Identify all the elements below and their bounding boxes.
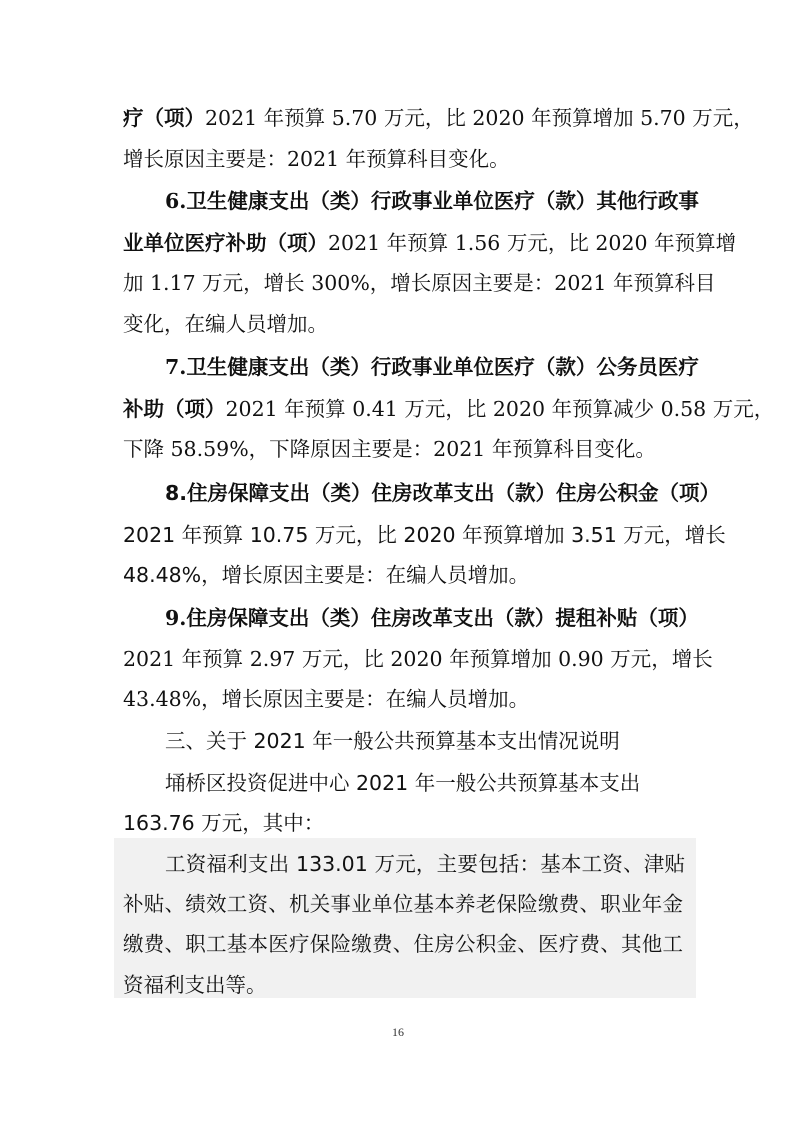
body-text: 下降 58.59%，下降原因主要是：2021 年预算科目变化。 — [123, 437, 656, 461]
text-line — [123, 889, 683, 919]
bold-heading-text: 8.住房保障支出（类）住房改革支出（款）住房公积金（项） — [165, 481, 721, 505]
text-line — [165, 726, 620, 756]
text-line — [123, 684, 529, 714]
text-line — [123, 434, 656, 464]
body-text: 2021 年预算 5.70 万元，比 2020 年预算增加 5.70 万元， — [205, 106, 754, 130]
body-text: 埇桥区投资促进中心 2021 年一般公共预算基本支出 — [165, 771, 641, 795]
text-line — [123, 644, 713, 674]
text-line — [165, 849, 685, 879]
body-text: 补贴、绩效工资、机关事业单位基本养老保险缴费、职业年金 — [123, 892, 683, 916]
body-text: 48.48%，增长原因主要是：在编人员增加。 — [123, 563, 530, 587]
text-line — [123, 144, 510, 174]
text-line — [123, 228, 737, 258]
body-text: 三、关于 2021 年一般公共预算基本支出情况说明 — [165, 729, 620, 753]
body-text: 2021 年预算 1.56 万元，比 2020 年预算增 — [328, 231, 737, 255]
text-line — [123, 560, 529, 590]
text-line — [123, 103, 754, 133]
body-text: 资福利支出等。 — [123, 973, 267, 997]
text-line — [165, 768, 640, 798]
body-text: 43.48%，增长原因主要是：在编人员增加。 — [123, 687, 530, 711]
bold-heading-text: 7.卫生健康支出（类）行政事业单位医疗（款）公务员医疗 — [165, 355, 699, 379]
body-text: 163.76 万元，其中： — [123, 811, 325, 835]
text-line — [165, 352, 699, 382]
text-line — [123, 394, 775, 424]
bold-heading-text: 6.卫生健康支出（类）行政事业单位医疗（款）其他行政事 — [165, 189, 699, 213]
text-line — [123, 309, 328, 339]
bold-heading-text: 9.住房保障支出（类）住房改革支出（款）提租补贴（项） — [165, 606, 699, 630]
bold-heading-text: 疗（项） — [123, 106, 205, 130]
text-line — [165, 603, 699, 633]
text-line — [123, 970, 267, 1000]
body-text: 变化，在编人员增加。 — [123, 312, 328, 336]
text-line — [165, 478, 721, 508]
text-line — [123, 268, 716, 298]
body-text: 工资福利支出 133.01 万元，主要包括：基本工资、津贴 — [165, 852, 685, 876]
body-text: 2021 年预算 10.75 万元，比 2020 年预算增加 3.51 万元，增长 — [123, 523, 726, 547]
bold-heading-text: 业单位医疗补助（项） — [123, 231, 328, 255]
body-text: 增长原因主要是：2021 年预算科目变化。 — [123, 147, 510, 171]
body-text: 2021 年预算 2.97 万元，比 2020 年预算增加 0.90 万元，增长 — [123, 647, 713, 671]
body-text: 加 1.17 万元，增长 300%，增长原因主要是：2021 年预算科目 — [123, 271, 716, 295]
bold-heading-text: 补助（项） — [123, 397, 226, 421]
text-line — [123, 520, 726, 550]
body-text: 缴费、职工基本医疗保险缴费、住房公积金、医疗费、其他工 — [123, 932, 683, 956]
text-line — [123, 929, 683, 959]
body-text: 2021 年预算 0.41 万元，比 2020 年预算减少 0.58 万元， — [225, 397, 775, 421]
text-line — [123, 808, 324, 838]
page-number: 16 — [392, 1025, 404, 1039]
text-line — [165, 186, 699, 216]
